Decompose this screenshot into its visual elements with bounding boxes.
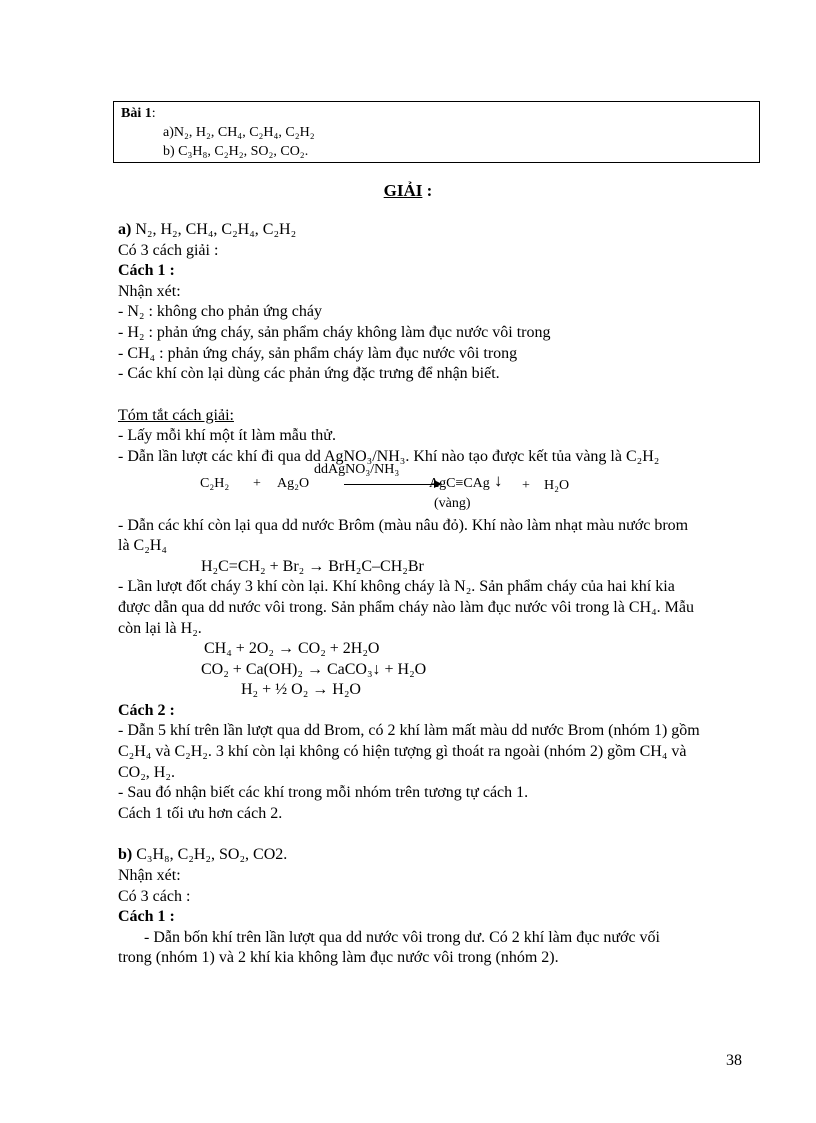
method1-remark: - Các khí còn lại dùng các phản ứng đặc trưng để nhận biết.: [118, 365, 500, 383]
equation-limewater: CO₂ + Ca(OH)₂ → CaCO₃↓ + H₂O: [201, 660, 427, 678]
exercise-heading: [121, 104, 752, 123]
rxn-note: (vàng): [434, 495, 471, 511]
rxn-condition: ddAgNO₃/NH₃: [314, 461, 400, 477]
method2-line1: - Dẫn 5 khí trên lần lượt qua dd Brom, có 2 khí làm mất màu dd nước Brom (nhóm 1) gồm: [118, 722, 700, 740]
part-b-gases: C₃H₈, C₂H₂, SO₂, CO2.: [132, 846, 288, 864]
rxn-product2: H₂O: [544, 477, 570, 493]
part-b-label: b): [118, 846, 133, 864]
part-b-heading: [118, 845, 758, 866]
solution-title: [0, 181, 816, 201]
exercise-part-b: b) C₃H₈, C₂H₂, SO₂, CO₂.: [163, 144, 309, 159]
method1-title: Cách 1 :: [118, 262, 175, 280]
method2-line2: C₂H₄ và C₂H₂. 3 khí còn lại không có hiện tượng gì thoát ra ngoài (nhóm 2) gồm CH₄ và: [118, 743, 687, 761]
exercise-box: [113, 101, 760, 163]
summary-title: Tóm tắt cách giải:: [118, 406, 234, 424]
part-a-label: a): [118, 221, 132, 238]
equation-methane-combustion: CH₄ + 2O₂ → CO₂ + 2H₂O: [204, 640, 380, 658]
spacer: [118, 385, 758, 406]
summary-step3-cont: là C₂H₄: [118, 537, 167, 555]
rxn-reactant1: C₂H₂: [200, 475, 230, 491]
exercise-label-suffix: :: [151, 106, 156, 121]
rxn-reactant2: Ag₂O: [277, 475, 310, 491]
part-a-gases: N₂, H₂, CH₄, C₂H₄, C₂H₂: [131, 221, 297, 238]
reaction-silver-acetylide: [118, 461, 758, 516]
exercise-part-a: a)N₂, H₂, CH₄, C₂H₄, C₂H₂: [163, 125, 315, 140]
precipitate-arrow-icon: ↓: [494, 470, 503, 490]
method1-remark-label: Nhận xét:: [118, 282, 181, 300]
method2-line5: Cách 1 tối ưu hơn cách 2.: [118, 804, 283, 822]
spacer: [118, 824, 758, 845]
method2-line3: CO₂, H₂.: [118, 763, 175, 781]
part-b-line1: - Dẫn bốn khí trên lần lượt qua dd nước vôi trong dư. Có 2 khí làm đục nước vối: [144, 928, 660, 946]
method1-remark: - N₂ : không cho phản ứng cháy: [118, 303, 322, 321]
summary-step1: - Lấy mỗi khí một ít làm mẫu thử.: [118, 427, 336, 445]
solution-title-suffix: :: [422, 181, 433, 200]
summary-step3: - Dẫn các khí còn lại qua dd nước Brôm (màu nâu đỏ). Khí nào làm nhạt màu nước brom: [118, 516, 689, 534]
method2-title: Cách 2 :: [118, 701, 175, 719]
summary-step4-line2: được dẫn qua dd nước vôi trong. Sản phẩm cháy nào làm đục nước vôi trong là CH₄. Mẫu: [118, 598, 694, 616]
summary-step2: - Dẫn lần lượt các khí đi qua dd AgNO₃/NH₃. Khí nào tạo được kết tủa vàng là C₂H₂: [118, 447, 660, 465]
exercise-label: Bài 1: [121, 106, 152, 121]
page-number: 38: [726, 1052, 742, 1069]
rxn-arrow-line: [344, 484, 436, 485]
part-a-heading: [118, 220, 758, 241]
rxn-plus2: +: [522, 477, 530, 493]
method2-line4: - Sau đó nhận biết các khí trong mỗi nhóm trên tương tự cách 1.: [118, 784, 529, 802]
part-b-line2: trong (nhóm 1) và 2 khí kia không làm đục nước vôi trong (nhóm 2).: [118, 949, 559, 967]
rxn-product1: AgC≡CAg: [429, 475, 490, 491]
equation-hydrogen-combustion: H₂ + ½ O₂ → H₂O: [241, 681, 361, 699]
part-b-remark-label: Nhận xét:: [118, 867, 181, 885]
equation-bromination: H₂C=CH₂ + Br₂ → BrH₂C–CH₂Br: [201, 557, 424, 575]
part-b-method1-title: Cách 1 :: [118, 908, 175, 926]
solution-body: [118, 220, 758, 969]
rxn-plus1: +: [253, 475, 261, 491]
summary-step4-line3: còn lại là H₂.: [118, 619, 202, 637]
summary-step4-line1: - Lần lượt đốt cháy 3 khí còn lại. Khí không cháy là N₂. Sản phẩm cháy của hai khí kia: [118, 578, 675, 596]
method1-remark: - H₂ : phản ứng cháy, sản phẩm cháy không làm đục nước vôi trong: [118, 323, 551, 341]
solution-title-text: GIẢI: [383, 181, 423, 200]
part-a-methods-intro: Có 3 cách giải :: [118, 241, 219, 259]
method1-remark: - CH₄ : phản ứng cháy, sản phẩm cháy làm đục nước vôi trong: [118, 344, 518, 362]
part-b-methods-intro: Có 3 cách :: [118, 887, 191, 905]
